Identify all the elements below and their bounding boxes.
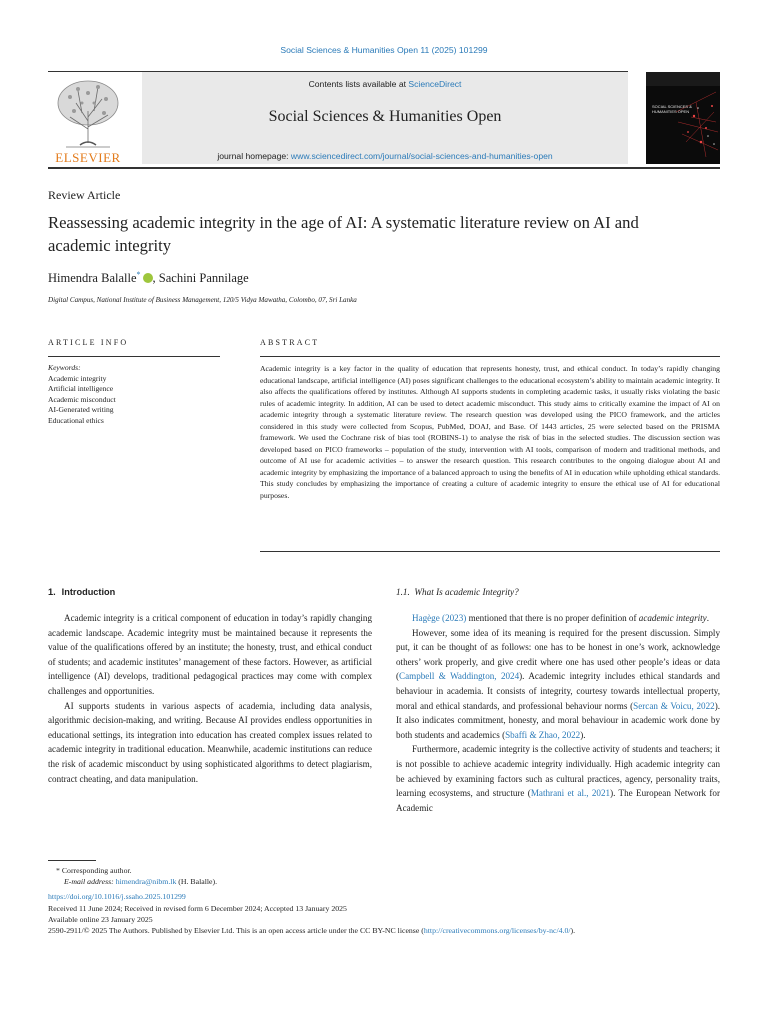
citation-link[interactable]: Sbaffi & Zhao, 2022 [505, 729, 581, 740]
article-title: Reassessing academic integrity in the age of AI: A systematic literature review on AI and academic integrity [48, 213, 639, 255]
article-info-heading: ARTICLE INFO [48, 338, 129, 347]
email-link[interactable]: himendra@nibm.lk [115, 877, 177, 887]
introduction-heading [48, 587, 115, 597]
email-suffix: (H. Balalle). [176, 877, 218, 887]
email-label: E-mail address: [64, 877, 116, 887]
section-number: 1. [48, 587, 56, 597]
paragraph [396, 742, 720, 815]
paragraph-text: ). The European Network for Academic [396, 788, 720, 813]
license-text: ). [570, 926, 576, 936]
corresponding-author-mark[interactable]: * [136, 270, 141, 279]
keyword: Academic integrity [48, 373, 107, 383]
italic-term: academic integrity [638, 613, 707, 623]
author-name[interactable]: Himendra Balalle [48, 271, 137, 286]
paragraph-text: . [706, 613, 709, 623]
keyword: AI-Generated writing [48, 405, 114, 414]
section-title: Introduction [61, 587, 116, 597]
contents-line [142, 79, 628, 89]
journal-citation[interactable]: Social Sciences & Humanities Open 11 (2025) 101299 [280, 45, 488, 55]
citation-link[interactable]: Campbell & Waddington, 2024 [399, 671, 520, 682]
keyword: Educational ethics [48, 415, 104, 425]
paragraph-text: Furthermore, academic integrity is the collective activity of students and teachers; it is not possible to achieve academic integrity individually. High academic integrity can be achieved by examining factors such as cultural practices, agency, personality traits, learning ecosystems, and structure ( [396, 744, 720, 799]
homepage-prefix: journal homepage: [217, 151, 291, 161]
available-online: Available online 23 January 2025 [48, 914, 153, 924]
subsection-heading [396, 587, 519, 597]
abstract-heading: ABSTRACT [260, 338, 320, 347]
paragraph-text: ). It also indicates commitment, honesty, and moral behaviour in academic work done by both students and academics ( [396, 700, 720, 740]
introduction-body [48, 611, 372, 786]
author-list [48, 270, 249, 286]
keyword: Artificial intelligence [48, 384, 114, 393]
elsevier-wordmark: ELSEVIER [55, 150, 121, 165]
keyword: Academic misconduct [48, 394, 116, 404]
homepage-line [142, 151, 628, 161]
corresponding-author-note: * Corresponding author. [56, 866, 132, 875]
keywords-block [48, 363, 116, 426]
footnotes [48, 865, 720, 936]
subsection-body [396, 611, 720, 815]
article-info-rule [48, 356, 220, 357]
abstract-rule [260, 356, 720, 357]
keywords-label: Keywords: [48, 363, 81, 372]
abstract-bottom-rule [260, 551, 720, 552]
journal-cover-image[interactable] [646, 72, 720, 164]
paragraph: AI supports students in various aspects of academia, including data analysis, algorithmic decision-making, and writing. Because AI provides endless opportunities in educational settings, its integration into education has created complex issues related to academic integrity in traditional education. Meanwhile, academic institutions can reduce the risk of academic misconduct by using sophisticated algorithms to detect plagiarism, contract cheating, and data manipulation. [48, 700, 372, 784]
sciencedirect-link[interactable]: ScienceDirect [408, 79, 462, 89]
citation-link[interactable]: Sercan & Voicu, 2022 [633, 700, 715, 711]
paragraph: Academic integrity is a critical component of education in today’s rapidly changing academic landscape. Academic integrity must be maintained because it represents the value of the qualifications offered by an institute; the honesty, trust, and ethical conduct of students; and academic institutes’ management of these factors. However, as artificial intelligence (AI) develops, traditional pedagogical practices may come with complex challenges and opportunities. [48, 613, 372, 696]
contents-prefix: Contents lists available at [308, 79, 409, 89]
author-name[interactable]: , Sachini Pannilage [152, 271, 249, 286]
paragraph-text: mentioned that there is no proper definition of [466, 613, 639, 623]
email-note [48, 876, 720, 887]
journal-title: Social Sciences & Humanities Open [268, 108, 502, 125]
license-note [48, 925, 720, 936]
received-dates: Received 11 June 2024; Received in revised form 6 December 2024; Accepted 13 January 2025 [48, 903, 347, 913]
citation-link[interactable]: Hagège (2023) [412, 613, 467, 623]
article-type: Review Article [48, 188, 121, 202]
cover-journal-title: SOCIAL SCIENCES & HUMANITIES OPEN [652, 104, 692, 114]
paragraph-text: However, some idea of its meaning is required for the present discussion. Simply put, it can be thought of as follows: one has to be honest in one’s work, acknowledge others’ work properly, and give credit where one has used other people’s ideas or data ( [396, 627, 720, 682]
paragraph [396, 626, 720, 743]
paragraph [396, 611, 720, 626]
paragraph-text: ). Academic integrity includes ethical standards and behaviour in academia. It consists of integrity, courtesy towards intellectual property, moral and ethical standards, and professional behaviour norms ( [396, 671, 720, 711]
subsection-title: What Is academic Integrity? [414, 587, 519, 597]
affiliation: Digital Campus, National Institute of Business Management, 120/5 Vidya Mawatha, Colombo, 07, Sri Lanka [48, 296, 357, 304]
abstract-text: Academic integrity is a key factor in the quality of education that represents honesty, trust, and ethical conduct. In today’s rapidly changing educational landscape, artificial intelligence (AI) poses significant challenges to the educational ecosystem’s ability to maintain academic integrity. It also affects the qualifications offered by institutes. Although AI supports students in completing academic tasks, it usually risks violating the basic rules of academic integrity. In addition, AI can be used to detect academic misconduct. This study aims to critically examine the impact of AI on academic integrity through a systematic literature review. The research question was developed using the PICO framework, and the articles considered in this study were collected from Scopus, PubMed, DOAJ, and Base. Of 1443 articles, 25 were selected based on the PRISMA framework. We used the Cochrane risk of bias tool (ROBINS-1) to analyse the risk of bias in the selected studies. The discussion section was developed based on PICO frameworks – population of the study, intervention with AI tools, comparison of modern and traditional methods, and outcome of AI use for academic activities – to answer the research question. This research contributes to the ongoing dialogue about AI and academic integrity by emphasizing the importance of a balanced approach to using the benefits of AI in education while upholding ethical standards. This study concludes by emphasizing the importance of creating a culture of academic integrity to ensure the ethical use of AI for educational purposes. [260, 364, 720, 501]
orcid-icon[interactable] [143, 273, 153, 283]
license-link[interactable]: http://creativecommons.org/licenses/by-nc/4.0/ [423, 926, 571, 936]
paragraph-text: ). [580, 729, 586, 740]
header-bottom-rule [48, 167, 720, 169]
homepage-link[interactable]: www.sciencedirect.com/journal/social-sciences-and-humanities-open [290, 151, 553, 161]
doi-link[interactable]: https://doi.org/10.1016/j.ssaho.2025.101299 [48, 892, 186, 902]
license-text: 2590-2911/© 2025 The Authors. Published by Elsevier Ltd. This is an open access article under the CC BY-NC license ( [48, 926, 424, 936]
footnote-rule [48, 860, 96, 861]
citation-link[interactable]: Mathrani et al., 2021 [530, 788, 611, 799]
subsection-number: 1.1. [396, 587, 410, 597]
